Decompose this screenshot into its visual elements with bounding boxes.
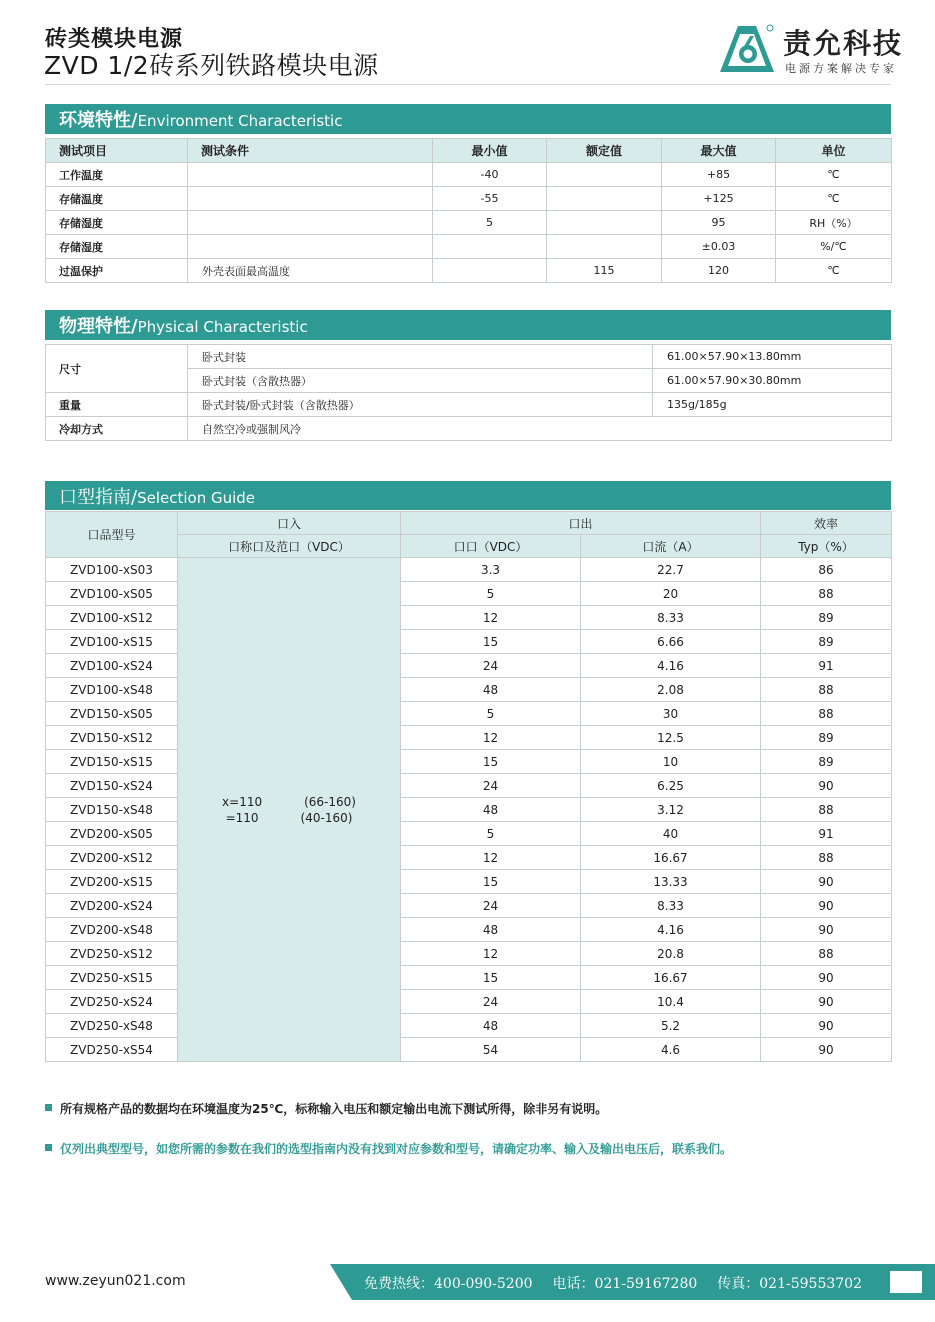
voltage-cell: 15 <box>401 966 581 990</box>
physical-title-en: Physical Characteristic <box>137 318 308 336</box>
footer-phone: 电话：021-59167280 <box>552 1276 698 1292</box>
table-cell: -40 <box>433 163 547 187</box>
efficiency-cell: 91 <box>761 822 892 846</box>
model-cell: ZVD250-xS48 <box>46 1014 178 1038</box>
model-cell: ZVD200-xS24 <box>46 894 178 918</box>
model-cell: ZVD200-xS48 <box>46 918 178 942</box>
footer-website-link[interactable]: www.zeyun021.com <box>45 1273 186 1289</box>
table-row <box>46 417 892 441</box>
bullet-square-icon <box>45 1144 52 1151</box>
input-nominal-1: x=110 <box>222 794 263 809</box>
footer-fax: 传真：021-59553702 <box>717 1276 862 1292</box>
environment-title-en: Environment Characteristic <box>137 112 343 130</box>
current-cell: 4.16 <box>581 918 761 942</box>
model-cell: ZVD150-xS12 <box>46 726 178 750</box>
physical-section-header <box>45 310 891 340</box>
efficiency-cell: 86 <box>761 558 892 582</box>
size-value: 61.00×57.90×30.80mm <box>653 369 892 393</box>
environment-table <box>45 138 892 283</box>
current-cell: 6.66 <box>581 630 761 654</box>
model-cell: ZVD250-xS15 <box>46 966 178 990</box>
current-cell: 12.5 <box>581 726 761 750</box>
voltage-cell: 15 <box>401 870 581 894</box>
model-cell: ZVD100-xS03 <box>46 558 178 582</box>
table-cell: ±0.03 <box>662 235 776 259</box>
table-row <box>46 822 892 846</box>
model-cell: ZVD200-xS12 <box>46 846 178 870</box>
col-header: 最小值 <box>433 139 547 163</box>
table-row <box>46 678 892 702</box>
input-nominal-2: =110 <box>225 810 259 825</box>
current-cell: 16.67 <box>581 846 761 870</box>
table-cell: +85 <box>662 163 776 187</box>
table-row <box>46 259 892 283</box>
table-row <box>46 558 892 582</box>
brand-name: 责允科技 <box>783 27 904 60</box>
table-cell: %/℃ <box>776 235 892 259</box>
efficiency-cell: 88 <box>761 582 892 606</box>
efficiency-cell: 90 <box>761 774 892 798</box>
input-range-cell <box>178 558 401 1062</box>
brand-slogan: 电源方案解决专家 <box>785 62 897 75</box>
col-header-input: 口入 <box>178 512 401 535</box>
table-row <box>46 918 892 942</box>
col-header: 测试项目 <box>46 139 188 163</box>
table-row <box>46 163 892 187</box>
col-header-output: 口出 <box>401 512 761 535</box>
table-header-row <box>46 139 892 163</box>
table-cell <box>188 163 433 187</box>
table-cell: 外壳表面最高温度 <box>188 259 433 283</box>
efficiency-cell: 90 <box>761 894 892 918</box>
weight-cond: 卧式封装/卧式封装（含散热器） <box>188 393 653 417</box>
current-cell: 6.25 <box>581 774 761 798</box>
voltage-cell: 54 <box>401 1038 581 1062</box>
col-header-efficiency: 效率 <box>761 512 892 535</box>
table-cell <box>188 235 433 259</box>
voltage-cell: 24 <box>401 894 581 918</box>
table-row <box>46 966 892 990</box>
col-header-input-range: 口称口及范口（VDC） <box>178 535 401 558</box>
table-cell: 115 <box>547 259 662 283</box>
table-cell <box>433 259 547 283</box>
table-cell: 存储温度 <box>46 187 188 211</box>
voltage-cell: 3.3 <box>401 558 581 582</box>
footer-hotline: 免费热线：400-090-5200 <box>364 1276 533 1292</box>
selection-section-header <box>45 481 891 510</box>
current-cell: 8.33 <box>581 894 761 918</box>
table-cell <box>547 187 662 211</box>
table-cell <box>547 235 662 259</box>
input-range-1: (66-160) <box>304 794 356 809</box>
efficiency-cell: 90 <box>761 990 892 1014</box>
current-cell: 20.8 <box>581 942 761 966</box>
efficiency-cell: 91 <box>761 654 892 678</box>
note-contact <box>45 1140 732 1157</box>
weight-value: 135g/185g <box>653 393 892 417</box>
current-cell: 8.33 <box>581 606 761 630</box>
table-row <box>46 630 892 654</box>
environment-title-zh: 环境特性/ <box>59 110 138 131</box>
table-cell: 95 <box>662 211 776 235</box>
doc-title-category: 砖类模块电源 <box>45 27 184 52</box>
table-row <box>46 750 892 774</box>
size-cond: 卧式封装 <box>188 345 653 369</box>
cooling-value: 自然空冷或强制风冷 <box>188 417 892 441</box>
current-cell: 10.4 <box>581 990 761 1014</box>
table-row <box>46 990 892 1014</box>
environment-section-header <box>45 104 891 134</box>
model-cell: ZVD150-xS24 <box>46 774 178 798</box>
current-cell: 4.6 <box>581 1038 761 1062</box>
table-cell: 120 <box>662 259 776 283</box>
physical-table <box>45 344 892 441</box>
current-cell: 4.16 <box>581 654 761 678</box>
voltage-cell: 24 <box>401 654 581 678</box>
table-cell: RH（%） <box>776 211 892 235</box>
current-cell: 40 <box>581 822 761 846</box>
efficiency-cell: 88 <box>761 846 892 870</box>
efficiency-cell: 90 <box>761 1014 892 1038</box>
table-cell: 过温保护 <box>46 259 188 283</box>
voltage-cell: 5 <box>401 822 581 846</box>
physical-section <box>45 310 891 441</box>
table-cell <box>188 211 433 235</box>
weight-label: 重量 <box>46 393 188 417</box>
col-header: 额定值 <box>547 139 662 163</box>
voltage-cell: 24 <box>401 990 581 1014</box>
selection-section <box>45 481 891 1062</box>
environment-section <box>45 104 891 283</box>
col-header: 最大值 <box>662 139 776 163</box>
bullet-square-icon <box>45 1104 52 1111</box>
table-cell: ℃ <box>776 163 892 187</box>
model-cell: ZVD100-xS24 <box>46 654 178 678</box>
current-cell: 20 <box>581 582 761 606</box>
physical-title-zh: 物理特性/ <box>59 316 138 337</box>
footer-contacts <box>364 1273 882 1293</box>
model-cell: ZVD250-xS12 <box>46 942 178 966</box>
table-row <box>46 393 892 417</box>
table-row <box>46 345 892 369</box>
table-cell <box>188 187 433 211</box>
header-divider <box>45 84 890 85</box>
table-cell: ℃ <box>776 259 892 283</box>
model-cell: ZVD150-xS05 <box>46 702 178 726</box>
table-row <box>46 894 892 918</box>
table-cell: 存储湿度 <box>46 235 188 259</box>
model-cell: ZVD250-xS24 <box>46 990 178 1014</box>
model-cell: ZVD250-xS54 <box>46 1038 178 1062</box>
table-row <box>46 726 892 750</box>
current-cell: 13.33 <box>581 870 761 894</box>
model-cell: ZVD200-xS15 <box>46 870 178 894</box>
table-cell: +125 <box>662 187 776 211</box>
efficiency-cell: 88 <box>761 678 892 702</box>
footer-page-box <box>890 1271 922 1293</box>
table-cell: 存储湿度 <box>46 211 188 235</box>
current-cell: 3.12 <box>581 798 761 822</box>
current-cell: 30 <box>581 702 761 726</box>
model-cell: ZVD100-xS48 <box>46 678 178 702</box>
efficiency-cell: 90 <box>761 1038 892 1062</box>
voltage-cell: 24 <box>401 774 581 798</box>
model-cell: ZVD200-xS05 <box>46 822 178 846</box>
voltage-cell: 48 <box>401 678 581 702</box>
voltage-cell: 5 <box>401 582 581 606</box>
selection-table <box>45 511 892 1062</box>
note-text: 仅列出典型型号，如您所需的参数在我们的选型指南内没有找到对应参数和型号，请确定功率、输入及输出电压后，联系我们。 <box>60 1142 733 1156</box>
cooling-label: 冷却方式 <box>46 417 188 441</box>
efficiency-cell: 89 <box>761 630 892 654</box>
voltage-cell: 48 <box>401 918 581 942</box>
efficiency-cell: 88 <box>761 798 892 822</box>
efficiency-cell: 88 <box>761 702 892 726</box>
voltage-cell: 12 <box>401 846 581 870</box>
efficiency-cell: 88 <box>761 942 892 966</box>
voltage-cell: 12 <box>401 942 581 966</box>
table-row <box>46 1038 892 1062</box>
input-range-2: (40-160) <box>300 810 353 825</box>
efficiency-cell: 90 <box>761 870 892 894</box>
table-row <box>46 846 892 870</box>
current-cell: 10 <box>581 750 761 774</box>
model-cell: ZVD100-xS12 <box>46 606 178 630</box>
table-row <box>46 606 892 630</box>
model-cell: ZVD150-xS48 <box>46 798 178 822</box>
voltage-cell: 15 <box>401 630 581 654</box>
note-test-conditions <box>45 1100 607 1117</box>
table-row <box>46 235 892 259</box>
table-cell <box>433 235 547 259</box>
col-header-voltage: 口口（VDC） <box>401 535 581 558</box>
size-label: 尺寸 <box>46 345 188 393</box>
table-row <box>46 870 892 894</box>
table-row <box>46 654 892 678</box>
col-header: 单位 <box>776 139 892 163</box>
current-cell: 16.67 <box>581 966 761 990</box>
voltage-cell: 5 <box>401 702 581 726</box>
table-row <box>46 211 892 235</box>
size-cond: 卧式封装（含散热器） <box>188 369 653 393</box>
col-header-eff-typ: Typ（%） <box>761 535 892 558</box>
selection-title-en: Selection Guide <box>137 489 256 507</box>
table-cell: 5 <box>433 211 547 235</box>
note-text: 所有规格产品的数据均在环境温度为25℃，标称输入电压和额定输出电流下测试所得，除非另有说明。 <box>60 1102 608 1116</box>
model-cell: ZVD100-xS05 <box>46 582 178 606</box>
table-cell: ℃ <box>776 187 892 211</box>
table-row <box>46 187 892 211</box>
table-row <box>46 702 892 726</box>
efficiency-cell: 90 <box>761 966 892 990</box>
model-cell: ZVD100-xS15 <box>46 630 178 654</box>
col-header-current: 口流（A） <box>581 535 761 558</box>
table-row <box>46 798 892 822</box>
table-header-row <box>46 512 892 535</box>
brand-logo-icon <box>718 22 776 76</box>
efficiency-cell: 90 <box>761 918 892 942</box>
table-row <box>46 942 892 966</box>
table-cell: 工作温度 <box>46 163 188 187</box>
voltage-cell: 15 <box>401 750 581 774</box>
voltage-cell: 12 <box>401 606 581 630</box>
efficiency-cell: 89 <box>761 606 892 630</box>
table-cell <box>547 163 662 187</box>
voltage-cell: 48 <box>401 798 581 822</box>
doc-title-series: ZVD 1/2砖系列铁路模块电源 <box>44 51 379 80</box>
table-cell <box>547 211 662 235</box>
efficiency-cell: 89 <box>761 750 892 774</box>
voltage-cell: 12 <box>401 726 581 750</box>
table-row <box>46 1014 892 1038</box>
efficiency-cell: 89 <box>761 726 892 750</box>
table-cell: -55 <box>433 187 547 211</box>
current-cell: 5.2 <box>581 1014 761 1038</box>
selection-title-zh: 口型指南/ <box>59 487 138 508</box>
table-row <box>46 774 892 798</box>
table-row <box>46 582 892 606</box>
size-value: 61.00×57.90×13.80mm <box>653 345 892 369</box>
model-cell: ZVD150-xS15 <box>46 750 178 774</box>
col-header-model: 口品型号 <box>46 512 178 558</box>
current-cell: 22.7 <box>581 558 761 582</box>
current-cell: 2.08 <box>581 678 761 702</box>
voltage-cell: 48 <box>401 1014 581 1038</box>
col-header: 测试条件 <box>188 139 433 163</box>
